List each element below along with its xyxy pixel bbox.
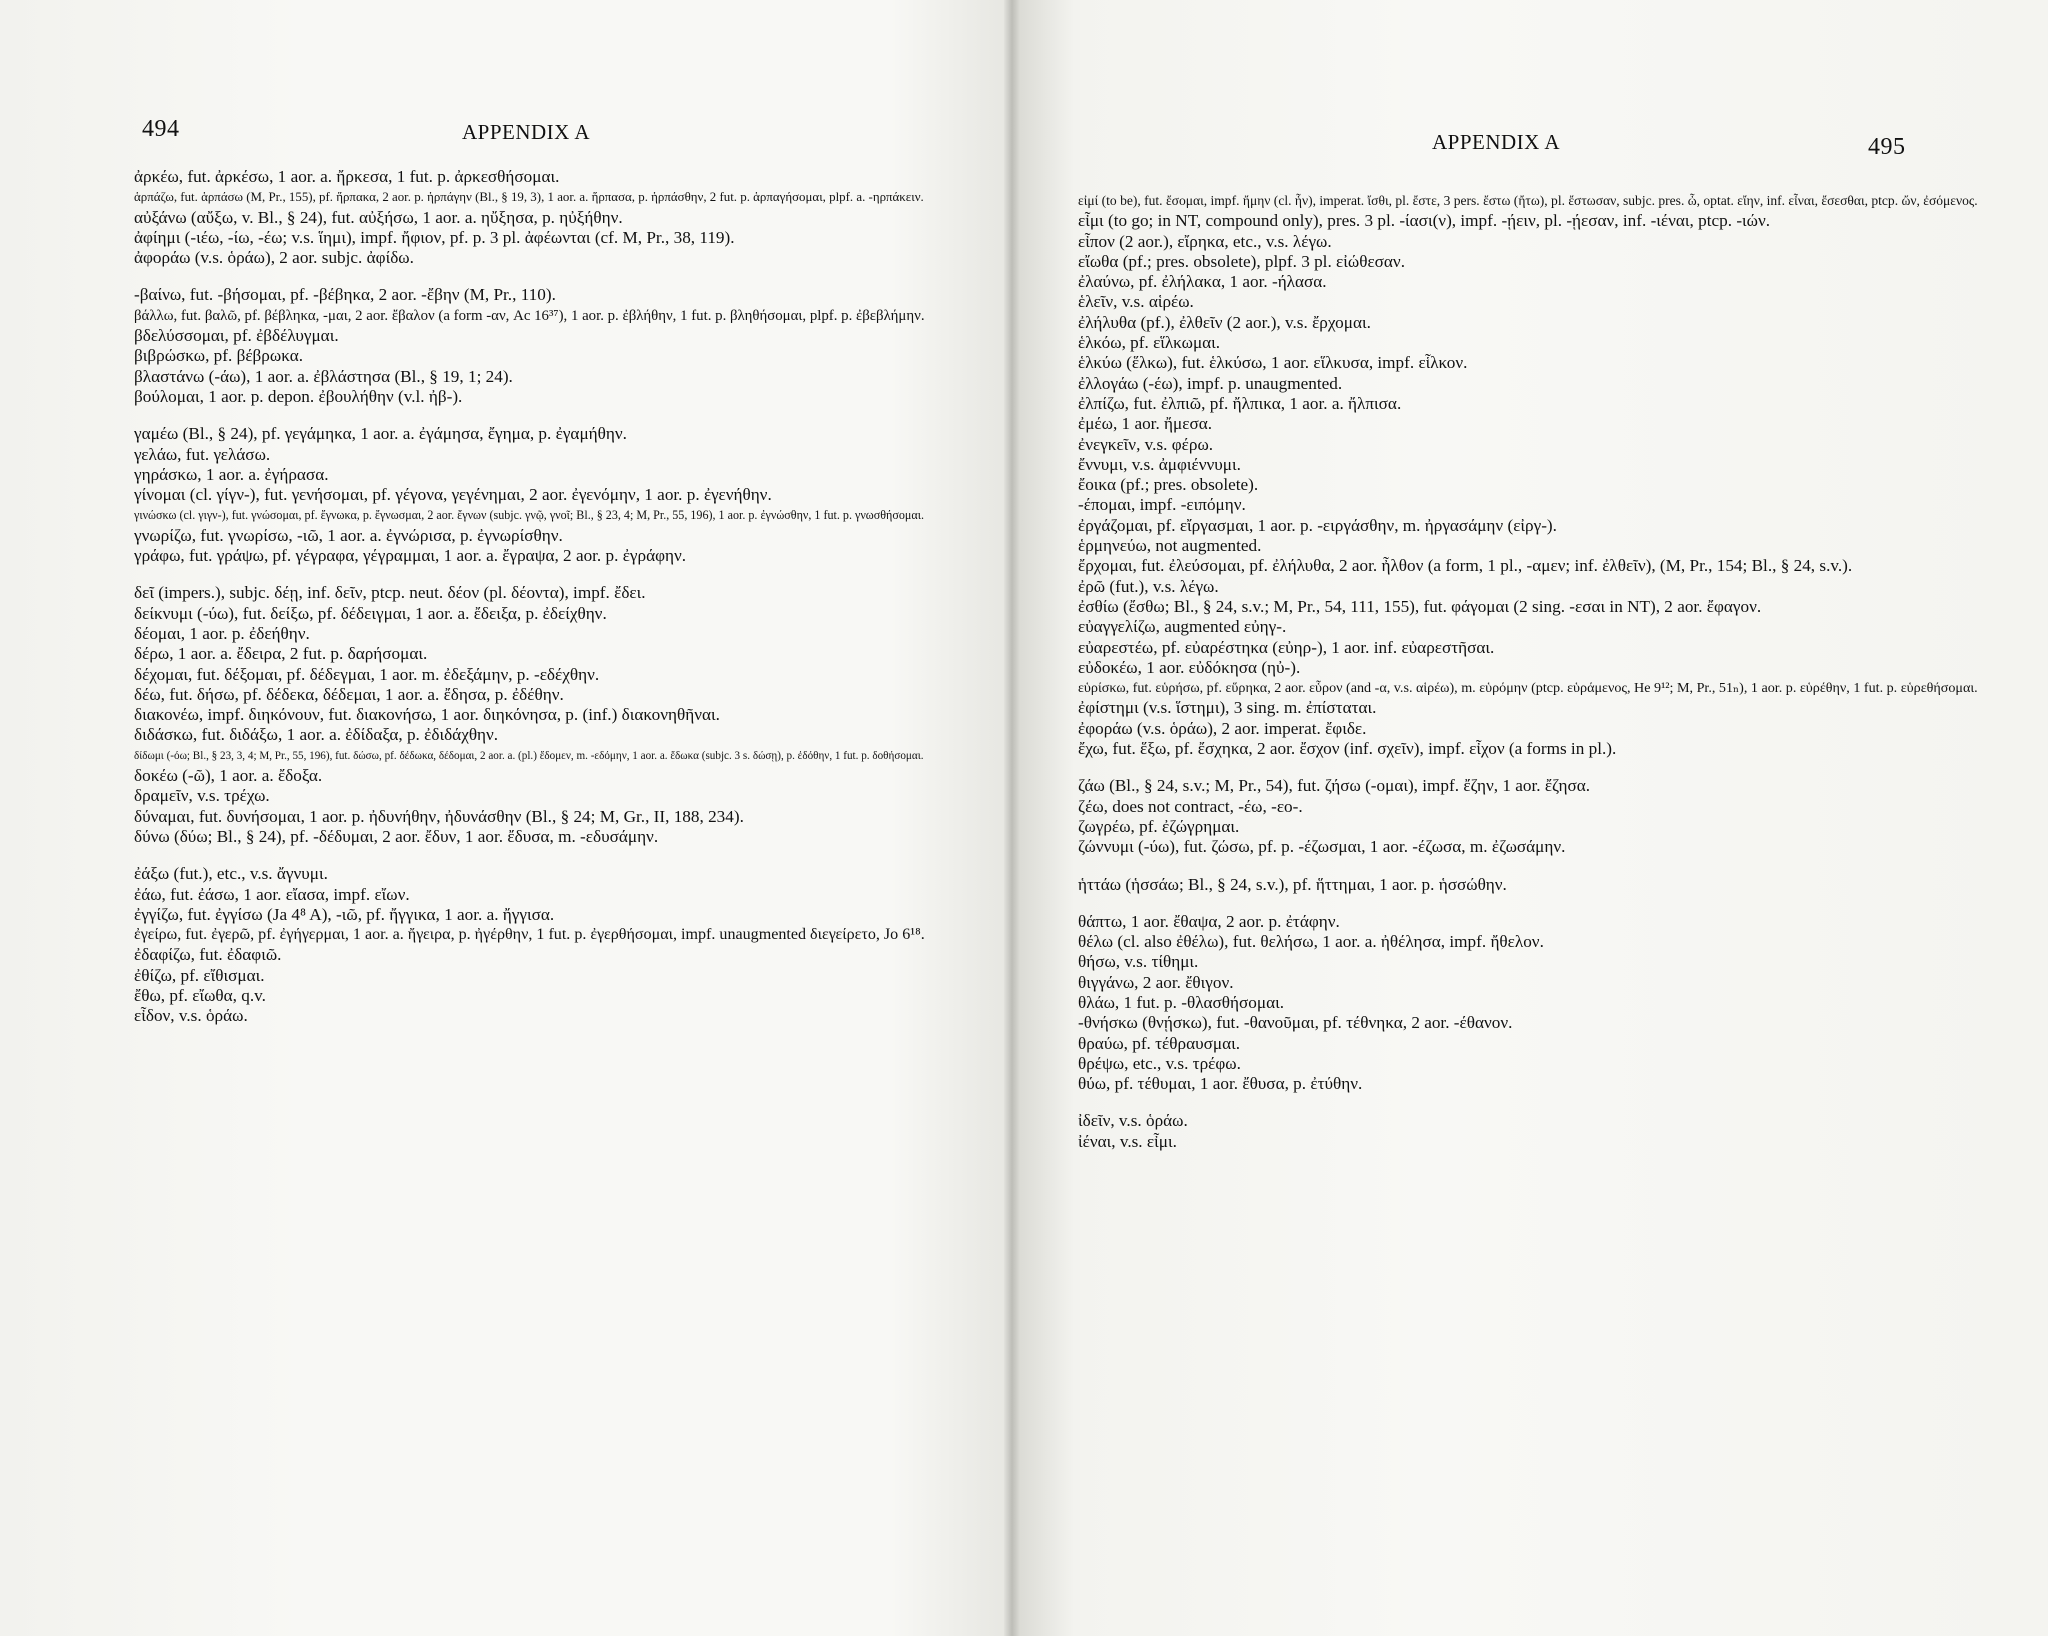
- verb-entry: ἐάξω (fut.), etc., v.s. ἄγνυμι.: [134, 864, 328, 884]
- left-running-header: APPENDIX A: [462, 120, 591, 144]
- verb-entry: διδάσκω, fut. διδάξω, 1 aor. a. ἐδίδαξα, p. ἐδιδάχθην.: [134, 725, 499, 745]
- verb-entry: ἔννυμι, v.s. ἀμφιέννυμι.: [1078, 454, 1241, 474]
- verb-entry: βδελύσσομαι, pf. ἐβδέλυγμαι.: [134, 326, 339, 346]
- verb-entry: ἐγείρω, fut. ἐγερῶ, pf. ἐγήγερμαι, 1 aor. a. ἤγειρα, p. ἠγέρθην, 1 fut. p. ἐγερθήσομαι, impf. unaugmented διεγείρετο, Jo 6¹⁸.: [134, 926, 925, 944]
- verb-entry: ἐφοράω (v.s. ὁράω), 2 aor. imperat. ἔφιδε.: [1078, 718, 1367, 738]
- verb-entry: εἶδον, v.s. ὁράω.: [134, 1006, 248, 1026]
- verb-entry: γηράσκω, 1 aor. a. ἐγήρασα.: [134, 464, 329, 484]
- verb-entry: ἔρχομαι, fut. ἐλεύσομαι, pf. ἐλήλυθα, 2 aor. ἦλθον (a form, 1 pl., -αμεν; inf. ἐλθεῖν), (M, Pr., 154; Bl., § 24, s.v.).: [1078, 556, 1853, 576]
- verb-entry: δραμεῖν, v.s. τρέχω.: [134, 786, 270, 806]
- verb-entry: εὐαγγελίζω, augmented εὐηγ-.: [1078, 617, 1287, 637]
- verb-entry: -θνήσκω (θνῄσκω), fut. -θανοῦμαι, pf. τέθνηκα, 2 aor. -έθανον.: [1078, 1013, 1513, 1033]
- verb-entry: θήσω, v.s. τίθημι.: [1078, 952, 1199, 972]
- verb-entry: ἰδεῖν, v.s. ὁράω.: [1078, 1111, 1188, 1131]
- verb-entry: ἐλαύνω, pf. ἐλήλακα, 1 aor. -ήλασα.: [1078, 272, 1327, 292]
- verb-entry: θλάω, 1 fut. p. -θλασθήσομαι.: [1078, 992, 1285, 1012]
- verb-entry: δύνω (δύω; Bl., § 24), pf. -δέδυμαι, 2 aor. ἔδυν, 1 aor. ἔδυσα, m. -εδυσάμην.: [134, 826, 659, 846]
- verb-entry: εὐαρεστέω, pf. εὐαρέστηκα (εὐηρ-), 1 aor. inf. εὐαρεστῆσαι.: [1078, 637, 1495, 657]
- verb-entry: ἐφίστημι (v.s. ἵστημι), 3 sing. m. ἐπίσταται.: [1078, 698, 1377, 718]
- verb-entry: θραύω, pf. τέθραυσμαι.: [1078, 1033, 1240, 1053]
- verb-entry: εἰμί (to be), fut. ἔσομαι, impf. ἤμην (cl. ἦν), imperat. ἴσθι, pl. ἔστε, 3 pers. ἔστω (ἤτω), pl. ἔστωσαν, subjc. pres. ὦ, optat. εἴην, inf. εἶναι, ἔσεσθαι, ptcp. ὤν, ἐσόμενος.: [1078, 193, 1978, 208]
- verb-entry: θάπτω, 1 aor. ἔθαψα, 2 aor. p. ἐτάφην.: [1078, 911, 1340, 931]
- verb-entry: ἔχω, fut. ἕξω, pf. ἔσχηκα, 2 aor. ἔσχον (inf. σχεῖν), impf. εἶχον (a forms in pl.).: [1078, 739, 1617, 759]
- right-page-number: 495: [1868, 134, 1906, 160]
- verb-entry: θέλω (cl. also ἐθέλω), fut. θελήσω, 1 aor. a. ἠθέλησα, impf. ἤθελον.: [1078, 932, 1544, 952]
- verb-entry: δεῖ (impers.), subjc. δέῃ, inf. δεῖν, ptcp. neut. δέον (pl. δέοντα), impf. ἔδει.: [134, 583, 646, 603]
- verb-entry: βούλομαι, 1 aor. p. depon. ἐβουλήθην (v.l. ἠβ-).: [134, 386, 463, 406]
- verb-entry: αὐξάνω (αὔξω, v. Bl., § 24), fut. αὐξήσω, 1 aor. a. ηὔξησα, p. ηὐξήθην.: [134, 207, 623, 227]
- verb-entry: ἰέναι, v.s. εἶμι.: [1078, 1131, 1177, 1151]
- verb-entry: ἐρῶ (fut.), v.s. λέγω.: [1078, 576, 1219, 596]
- verb-entry: δέρω, 1 aor. a. ἔδειρα, 2 fut. p. δαρήσομαι.: [134, 644, 428, 664]
- verb-entry: ἐλλογάω (-έω), impf. p. unaugmented.: [1078, 373, 1343, 393]
- verb-entry: δοκέω (-ῶ), 1 aor. a. ἔδοξα.: [134, 766, 323, 786]
- verb-entry: βάλλω, fut. βαλῶ, pf. βέβληκα, -μαι, 2 aor. ἔβαλον (a form -αν, Ac 16³⁷), 1 aor. p. ἐβλήθην, 1 fut. p. βληθήσομαι, plpf. p. ἐβεβλήμην.: [134, 307, 925, 324]
- verb-entry: ἀφοράω (v.s. ὁράω), 2 aor. subjc. ἀφίδω.: [134, 248, 414, 268]
- verb-entry: γνωρίζω, fut. γνωρίσω, -ιῶ, 1 aor. a. ἐγνώρισα, p. ἐγνωρίσθην.: [134, 525, 563, 545]
- verb-entry: ἐάω, fut. ἐάσω, 1 aor. εἴασα, impf. εἴων.: [134, 884, 410, 904]
- verb-entry: θιγγάνω, 2 aor. ἔθιγον.: [1078, 972, 1234, 992]
- verb-entry: διακονέω, impf. διηκόνουν, fut. διακονήσω, 1 aor. διηκόνησα, p. (inf.) διακονηθῆναι.: [134, 705, 720, 725]
- verb-entry: γράφω, fut. γράψω, pf. γέγραφα, γέγραμμαι, 1 aor. a. ἔγραψα, 2 aor. p. ἐγράφην.: [134, 546, 687, 566]
- verb-entry: γινώσκω (cl. γιγν-), fut. γνώσομαι, pf. ἔγνωκα, p. ἔγνωσμαι, 2 aor. ἔγνων (subjc. γνῷ, γνοῖ; Bl., § 23, 4; M, Pr., 55, 196), 1 aor. p. ἐγνώσθην, 1 fut. p. γνωσθήσομαι.: [134, 508, 924, 523]
- verb-entry: ἐλπίζω, fut. ἐλπιῶ, pf. ἤλπικα, 1 aor. a. ἤλπισα.: [1078, 393, 1402, 413]
- verb-entry: δέχομαι, fut. δέξομαι, pf. δέδεγμαι, 1 aor. m. ἐδεξάμην, p. -εδέχθην.: [134, 664, 600, 684]
- verb-entry: ζέω, does not contract, -έω, -εο-.: [1078, 796, 1303, 816]
- verb-entry: -βαίνω, fut. -βήσομαι, pf. -βέβηκα, 2 aor. -ἔβην (M, Pr., 110).: [134, 285, 556, 305]
- verb-entry: ζωγρέω, pf. ἐζώγρημαι.: [1078, 816, 1240, 836]
- verb-entry: ἡττάω (ἡσσάω; Bl., § 24, s.v.), pf. ἥττημαι, 1 aor. p. ἡσσώθην.: [1078, 874, 1507, 894]
- verb-entry: θρέψω, etc., v.s. τρέφω.: [1078, 1053, 1241, 1073]
- verb-entry: ἐμέω, 1 aor. ἤμεσα.: [1078, 414, 1213, 434]
- verb-entry: ἀφίημι (-ιέω, -ίω, -έω; v.s. ἵημι), impf. ἤφιον, pf. p. 3 pl. ἀφέωνται (cf. M, Pr., 38, 119).: [134, 227, 735, 247]
- verb-entry: ἑλεῖν, v.s. αἱρέω.: [1078, 292, 1194, 312]
- verb-entry: εἶπον (2 aor.), εἴρηκα, etc., v.s. λέγω.: [1078, 231, 1332, 251]
- verb-entry: ἔοικα (pf.; pres. obsolete).: [1078, 475, 1259, 495]
- verb-entry: -έπομαι, impf. -ειπόμην.: [1078, 495, 1246, 515]
- right-running-header: APPENDIX A: [1432, 130, 1561, 154]
- book-gutter: [1004, 0, 1020, 1636]
- verb-entry: δείκνυμι (-ύω), fut. δείξω, pf. δέδειγμαι, 1 aor. a. ἔδειξα, p. ἐδείχθην.: [134, 603, 607, 623]
- verb-entry: ἑρμηνεύω, not augmented.: [1078, 536, 1262, 556]
- verb-entry: εὑρίσκω, fut. εὑρήσω, pf. εὕρηκα, 2 aor. εὗρον (and -α, v.s. αἱρέω), m. εὑρόμην (ptcp. εὑράμενος, He 9¹²; M, Pr., 51ₙ), 1 aor. p. εὑρέθην, 1 fut. p. εὑρεθήσομαι.: [1078, 680, 1978, 697]
- verb-entry: δίδωμι (-όω; Bl., § 23, 3, 4; M, Pr., 55, 196), fut. δώσω, pf. δέδωκα, δέδομαι, 2 aor. a. (pl.) ἔδομεν, m. -εδόμην, 1 aor. a. ἔδωκα (subjc. 3 s. δώσῃ), p. ἐδόθην, 1 fut. p. δοθήσομαι.: [134, 749, 924, 762]
- verb-entry: θύω, pf. τέθυμαι, 1 aor. ἔθυσα, p. ἐτύθην.: [1078, 1074, 1363, 1094]
- verb-entry: γαμέω (Bl., § 24), pf. γεγάμηκα, 1 aor. a. ἐγάμησα, ἔγημα, p. ἐγαμήθην.: [134, 424, 627, 444]
- verb-entry: γελάω, fut. γελάσω.: [134, 444, 271, 464]
- verb-entry: βλαστάνω (-άω), 1 aor. a. ἐβλάστησα (Bl., § 19, 1; 24).: [134, 366, 513, 386]
- verb-entry: ἐνεγκεῖν, v.s. φέρω.: [1078, 434, 1214, 454]
- right-verb-list: [1078, 191, 1978, 1152]
- verb-entry: ἀρκέω, fut. ἀρκέσω, 1 aor. a. ἤρκεσα, 1 fut. p. ἀρκεσθήσομαι.: [134, 167, 560, 186]
- verb-entry: ἐδαφίζω, fut. ἐδαφιῶ.: [134, 945, 282, 965]
- verb-entry: ἐργάζομαι, pf. εἴργασμαι, 1 aor. p. -ειργάσθην, m. ἠργασάμην (εἰργ-).: [1078, 515, 1557, 535]
- verb-entry: εἴωθα (pf.; pres. obsolete), plpf. 3 pl. εἰώθεσαν.: [1078, 251, 1405, 271]
- verb-entry: δύναμαι, fut. δυνήσομαι, 1 aor. p. ἠδυνήθην, ἠδυνάσθην (Bl., § 24; M, Gr., II, 188, 234).: [134, 806, 744, 826]
- left-verb-list: [134, 167, 924, 1027]
- verb-entry: εἶμι (to go; in NT, compound only), pres. 3 pl. -ίασι(ν), impf. -ῄειν, pl. -ῄεσαν, inf. -ιέναι, ptcp. -ιών.: [1078, 211, 1771, 231]
- verb-entry: δέομαι, 1 aor. p. ἐδεήθην.: [134, 623, 310, 643]
- verb-entry: ἐσθίω (ἔσθω; Bl., § 24, s.v.; M, Pr., 54, 111, 155), fut. φάγομαι (2 sing. -εσαι in NT), 2 aor. ἔφαγον.: [1078, 596, 1762, 616]
- verb-entry: ἑλκόω, pf. εἵλκωμαι.: [1078, 333, 1221, 353]
- verb-entry: δέω, fut. δήσω, pf. δέδεκα, δέδεμαι, 1 aor. a. ἔδησα, p. ἐδέθην.: [134, 684, 564, 704]
- verb-entry: ἑλκύω (ἕλκω), fut. ἑλκύσω, 1 aor. εἵλκυσα, impf. εἷλκον.: [1078, 353, 1468, 373]
- verb-entry: ζάω (Bl., § 24, s.v.; M, Pr., 54), fut. ζήσω (-ομαι), impf. ἔζην, 1 aor. ἔζησα.: [1078, 776, 1591, 796]
- verb-entry: εὐδοκέω, 1 aor. εὐδόκησα (ηὐ-).: [1078, 657, 1301, 677]
- verb-entry: ἁρπάζω, fut. ἁρπάσω (M, Pr., 155), pf. ἥρπακα, 2 aor. p. ἡρπάγην (Bl., § 19, 3), 1 aor. a. ἥρπασα, p. ἡρπάσθην, 2 fut. p. ἁρπαγήσομαι, plpf. a. -ηρπάκειν.: [134, 189, 924, 205]
- verb-entry: ζώννυμι (-ύω), fut. ζώσω, pf. p. -έζωσμαι, 1 aor. -έζωσα, m. ἐζωσάμην.: [1078, 837, 1566, 857]
- verb-entry: γίνομαι (cl. γίγν-), fut. γενήσομαι, pf. γέγονα, γεγένημαι, 2 aor. ἐγενόμην, 1 aor. p. ἐγενήθην.: [134, 485, 772, 505]
- verb-entry: ἐλήλυθα (pf.), ἐλθεῖν (2 aor.), v.s. ἔρχομαι.: [1078, 312, 1371, 332]
- left-page-number: 494: [142, 116, 180, 142]
- verb-entry: ἐθίζω, pf. εἴθισμαι.: [134, 965, 265, 985]
- verb-entry: βιβρώσκω, pf. βέβρωκα.: [134, 346, 304, 366]
- verb-entry: ἐγγίζω, fut. ἐγγίσω (Ja 4⁸ A), -ιῶ, pf. ἤγγικα, 1 aor. a. ἤγγισα.: [134, 904, 555, 924]
- verb-entry: ἔθω, pf. εἴωθα, q.v.: [134, 985, 266, 1005]
